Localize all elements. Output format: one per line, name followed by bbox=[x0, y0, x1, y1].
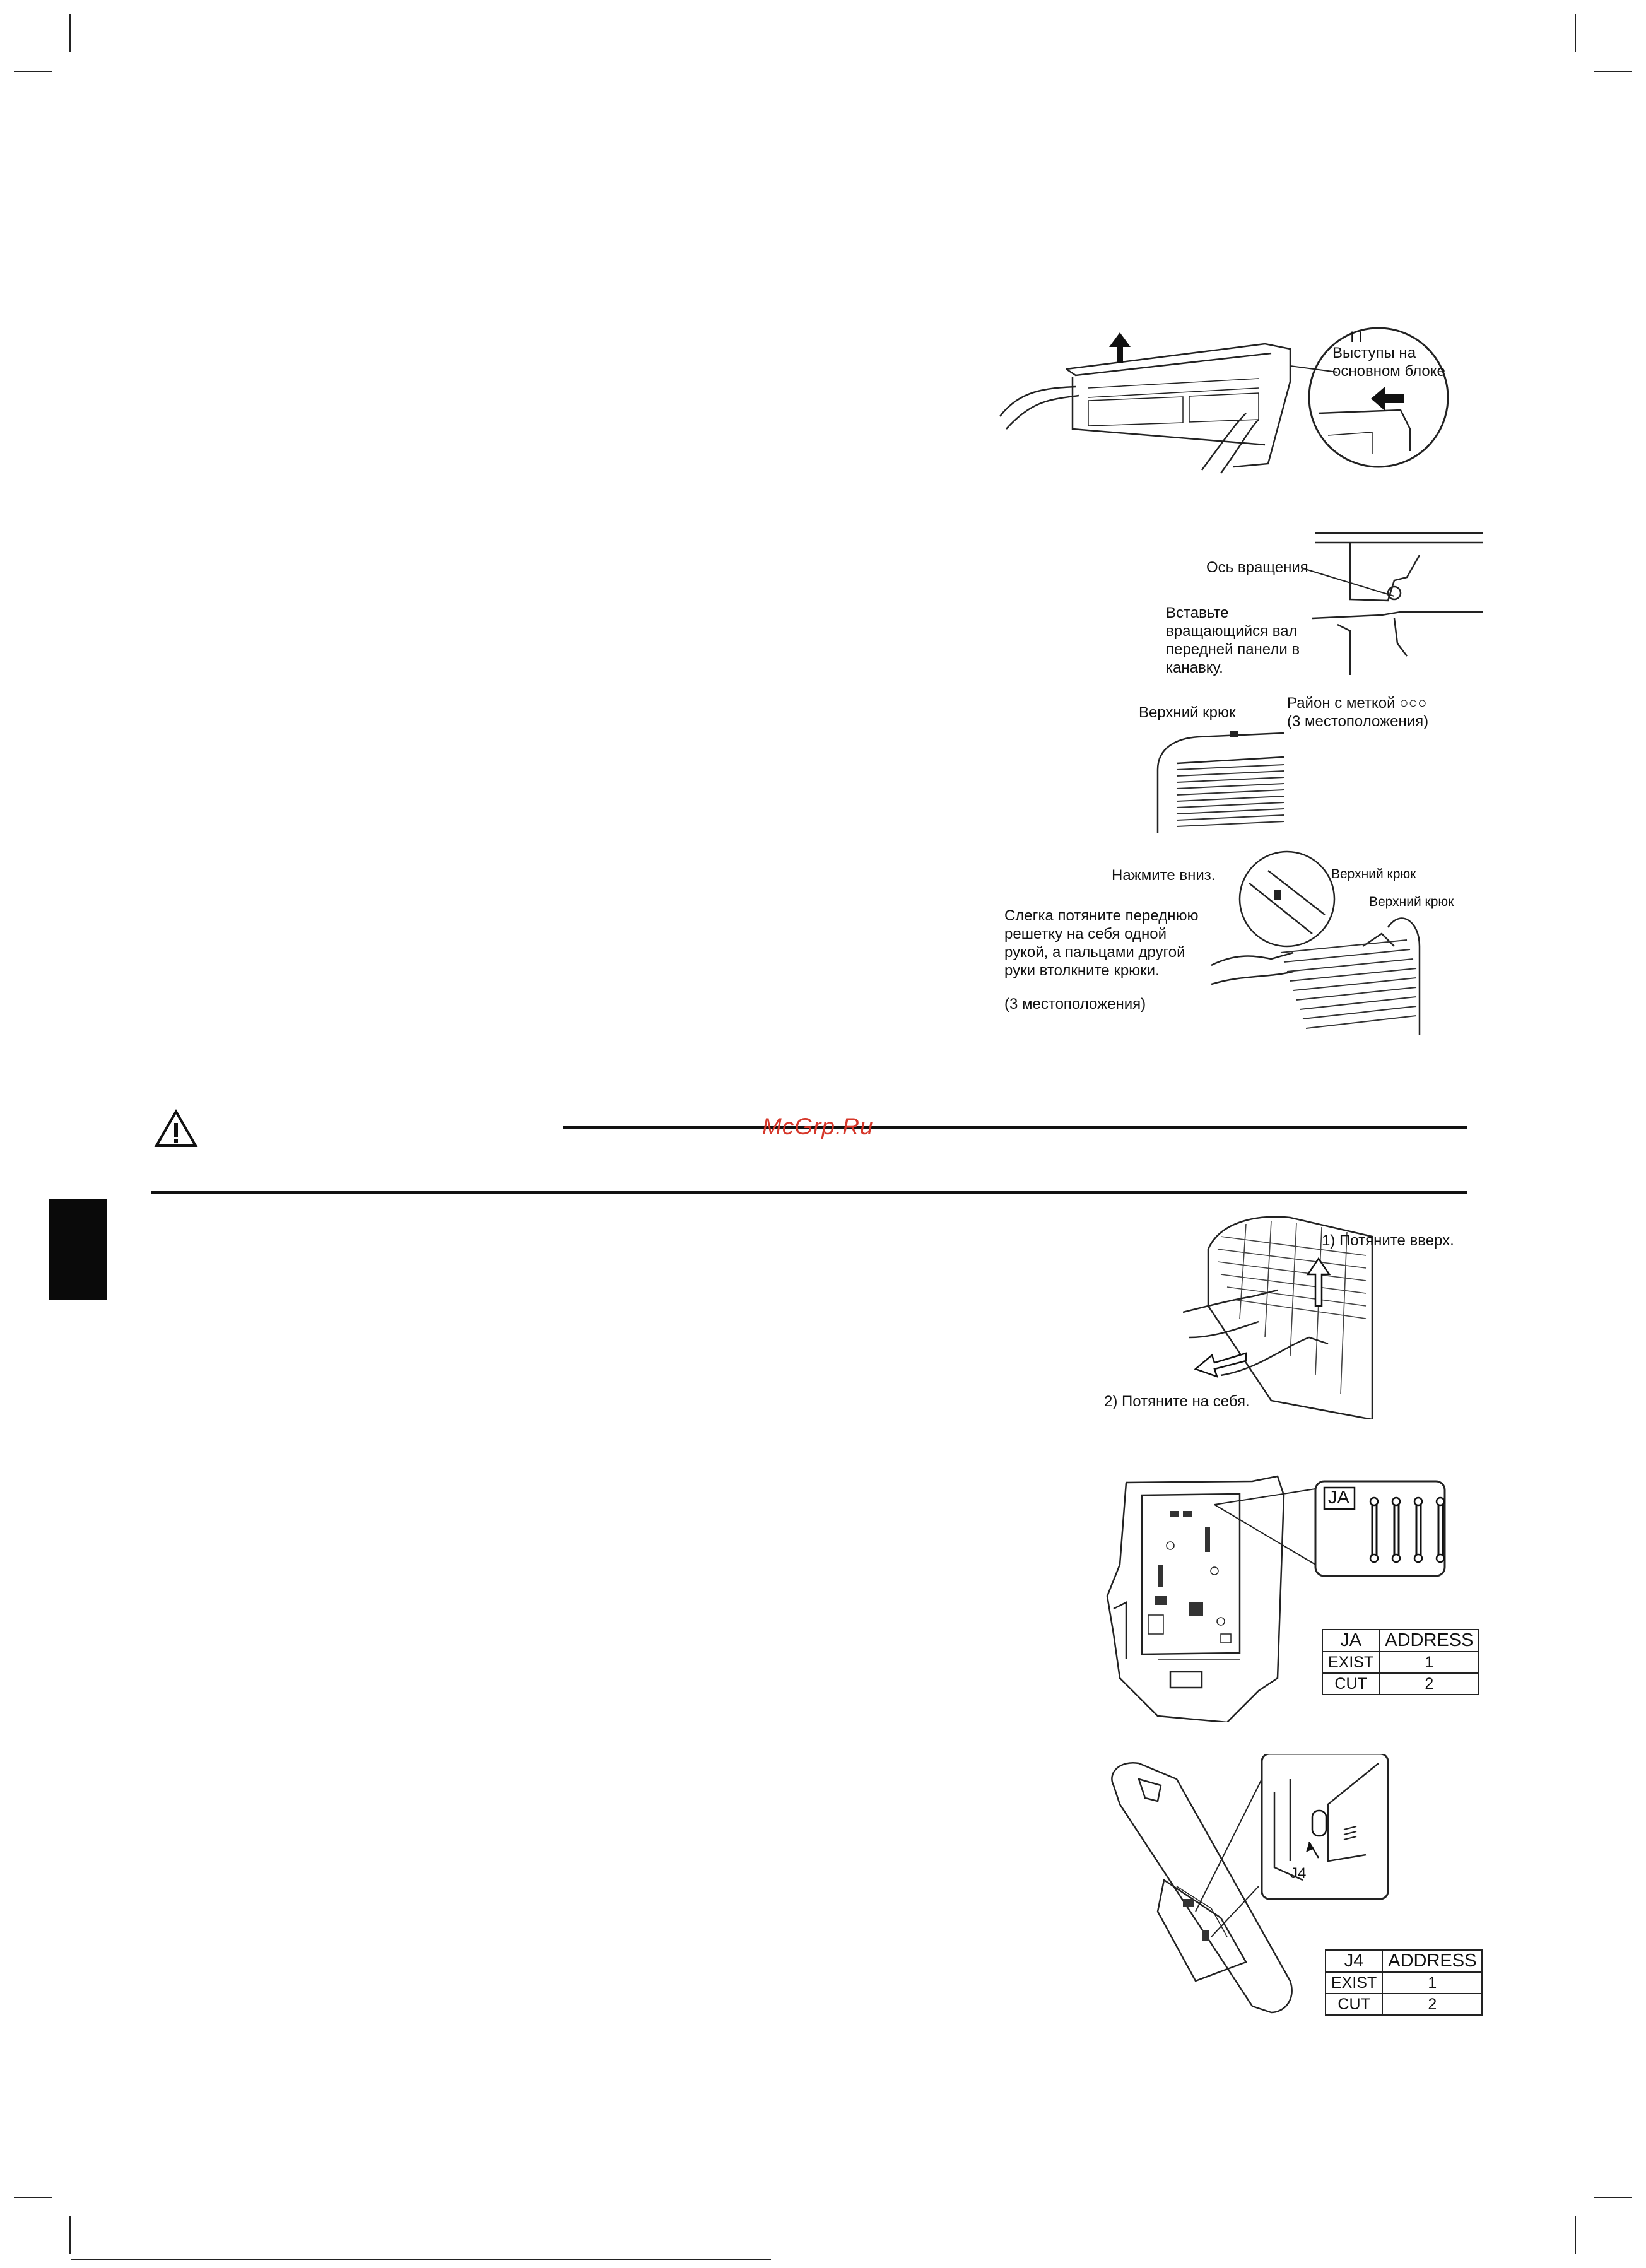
section-tab bbox=[49, 1199, 107, 1300]
marked-area-count: (3 местоположения) bbox=[1287, 713, 1429, 730]
table-cell: 2 bbox=[1382, 1994, 1482, 2015]
marked-area-label: Район с меткой ○○○ bbox=[1287, 695, 1427, 712]
table-header: ADDRESS bbox=[1379, 1630, 1479, 1652]
table-cell: CUT bbox=[1322, 1673, 1379, 1695]
crop-mark bbox=[69, 2216, 71, 2254]
table-header: JA bbox=[1322, 1630, 1379, 1652]
callout-label: Выступы на основном блоке bbox=[1332, 344, 1445, 380]
table-cell: EXIST bbox=[1326, 1972, 1382, 1994]
crop-mark bbox=[14, 71, 52, 72]
insert-shaft-label: Вставьте вращающийся вал передней панели в канавку. bbox=[1166, 604, 1300, 676]
figure-upper-hook bbox=[1148, 726, 1287, 833]
j4-address-table bbox=[1325, 1949, 1483, 2016]
caution-icon bbox=[154, 1109, 198, 1148]
leader-line bbox=[1300, 561, 1401, 599]
table-cell: 1 bbox=[1379, 1652, 1479, 1673]
table-cell: 1 bbox=[1382, 1972, 1482, 1994]
upper-hook-label: Верхний крюк bbox=[1139, 704, 1236, 721]
table-header: J4 bbox=[1326, 1950, 1382, 1972]
j4-jumper-label: J4 bbox=[1290, 1865, 1307, 1882]
figure-rotation-axis bbox=[1312, 530, 1489, 681]
upper-hook-label-1: Верхний крюк bbox=[1331, 867, 1416, 881]
crop-mark bbox=[69, 14, 71, 52]
crop-mark bbox=[14, 2197, 52, 2198]
crop-mark bbox=[1594, 2197, 1632, 2198]
crop-mark bbox=[1575, 2216, 1576, 2254]
ja-address-table bbox=[1322, 1629, 1479, 1695]
watermark: McGrp.Ru bbox=[762, 1113, 874, 1139]
pull-toward-step: 2) Потяните на себя. bbox=[1104, 1393, 1250, 1410]
figure-front-panel-open bbox=[994, 319, 1461, 479]
crop-mark bbox=[1575, 14, 1576, 52]
upper-hook-label-2: Верхний крюк bbox=[1369, 895, 1454, 909]
table-cell: 2 bbox=[1379, 1673, 1479, 1695]
hook-count: (3 местоположения) bbox=[1004, 996, 1146, 1013]
crop-mark bbox=[1594, 71, 1632, 72]
callout-mark: I I bbox=[1350, 329, 1363, 346]
caution-rule bbox=[563, 1126, 1467, 1129]
table-header: ADDRESS bbox=[1382, 1950, 1482, 1972]
bottom-rule bbox=[71, 2259, 771, 2260]
press-down-label: Нажмите вниз. bbox=[1112, 867, 1216, 884]
hook-instruction: Слегка потяните переднюю решетку на себя одной рукой, а пальцами другой руки втолкните крюки. bbox=[1004, 907, 1199, 979]
section-rule bbox=[151, 1191, 1467, 1194]
ja-jumper-label: JA bbox=[1328, 1488, 1349, 1508]
table-cell: CUT bbox=[1326, 1994, 1382, 2015]
rotation-axis-label: Ось вращения bbox=[1206, 559, 1308, 576]
table-cell: EXIST bbox=[1322, 1652, 1379, 1673]
pull-up-step: 1) Потяните вверх. bbox=[1322, 1232, 1454, 1249]
